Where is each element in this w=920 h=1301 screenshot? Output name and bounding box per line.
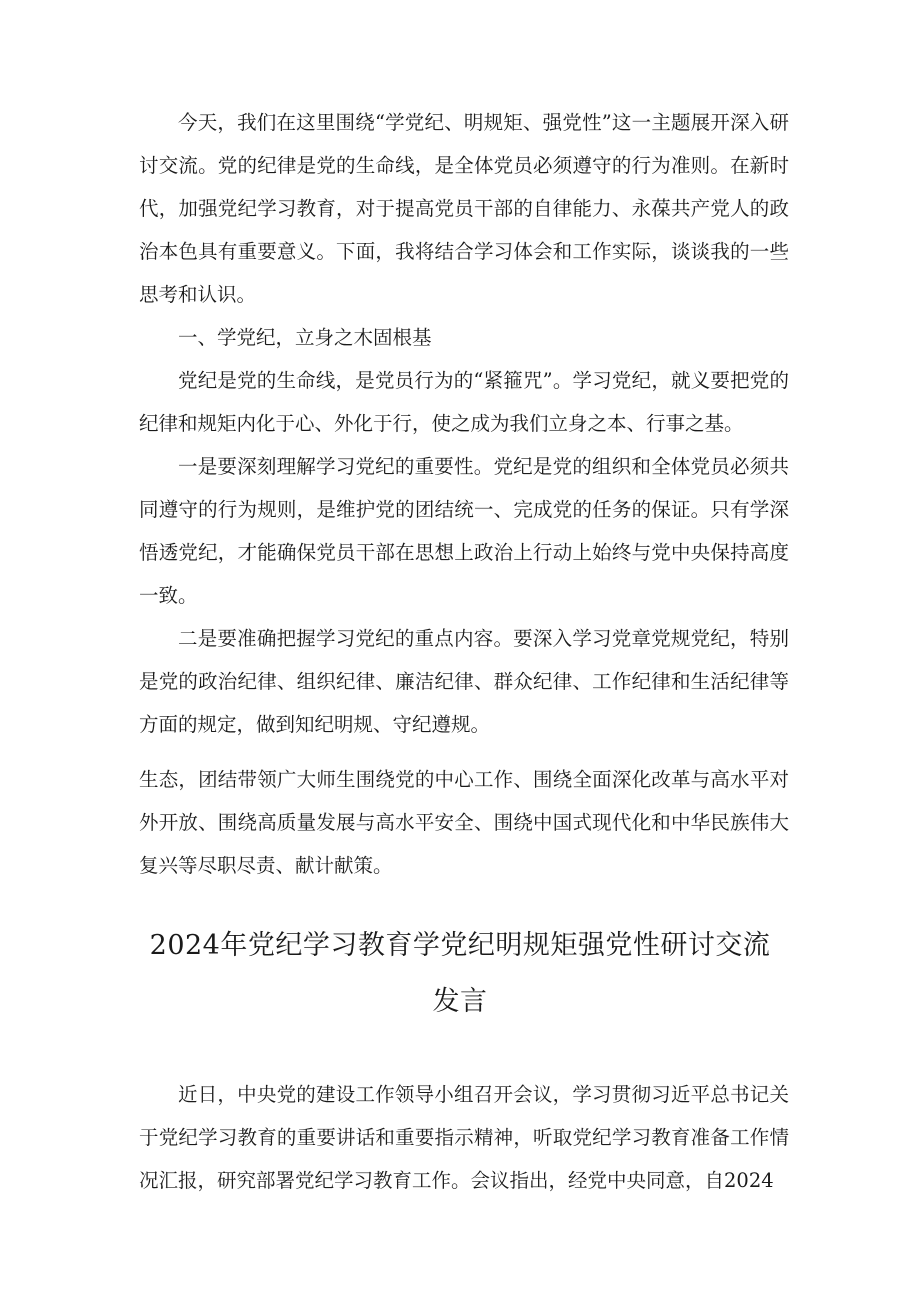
paragraph-fragment: 生态，团结带领广大师生围绕党的中心工作、围绕全面深化改革与高水平对外开放、围绕高质量发展与高水平安全、围绕中国式现代化和中华民族伟大复兴等尽职尽责、献计献策。 xyxy=(139,768,789,877)
paragraph-meeting: 近日，中央党的建设工作领导小组召开会议，学习贯彻习近平总书记关于党纪学习教育的重要讲话和重要指示精神，听取党纪学习教育准备工作情况汇报，研究部署党纪学习教育工作。会议指出，经党中央同意，自2024 xyxy=(139,1083,789,1192)
document-title-line-1: 2024年党纪学习教育学党纪明规矩强党性研讨交流 xyxy=(149,930,771,961)
paragraph-party-discipline: 党纪是党的生命线，是党员行为的“紧箍咒”。学习党纪，就义要把党的纪律和规矩内化于心、外化于行，使之成为我们立身之本、行事之基。 xyxy=(139,369,789,435)
intro-paragraph: 今天，我们在这里围绕“学党纪、明规矩、强党性”这一主题展开深入研讨交流。党的纪律是党的生命线，是全体党员必须遵守的行为准则。在新时代，加强党纪学习教育，对于提高党员干部的自律能力、永葆共产党人的政治本色具有重要意义。下面，我将结合学习体会和工作实际，谈谈我的一些思考和认识。 xyxy=(139,111,789,306)
document-title-line-2: 发言 xyxy=(432,986,488,1017)
paragraph-point-two: 二是要准确把握学习党纪的重点内容。要深入学习党章党规党纪，特别是党的政治纪律、组织纪律、廉洁纪律、群众纪律、工作纪律和生活纪律等方面的规定，做到知纪明规、守纪遵规。 xyxy=(139,627,789,736)
paragraph-point-one: 一是要深刻理解学习党纪的重要性。党纪是党的组织和全体党员必须共同遵守的行为规则，是维护党的团结统一、完成党的任务的保证。只有学深悟透党纪，才能确保党员干部在思想上政治上行动上始终与党中央保持高度一致。 xyxy=(139,455,789,607)
section-heading-1: 一、学党纪，立身之木固根基 xyxy=(178,326,432,349)
